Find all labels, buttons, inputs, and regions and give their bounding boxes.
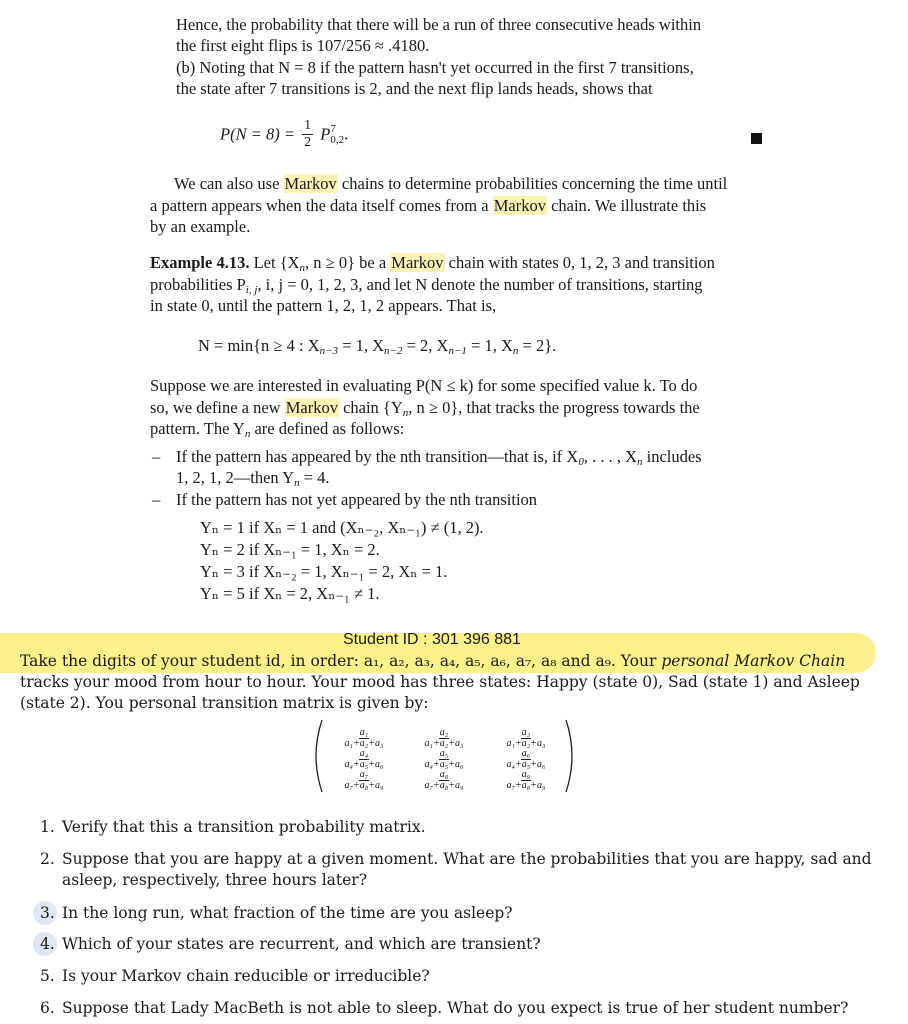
text-line: so, we define a new Markov chain {$Y_n$, n ≥ 0}, that tracks the progress towards the [150,398,700,419]
bullet-item: If the pattern has not yet appeared by the nth transition [176,490,538,509]
highlight-markov: Markov [493,196,546,215]
example-heading: Example 4.13. Let {$X_n$, n ≥ 0} be a Markov chain with states 0, 1, 2, 3 and transition [150,253,715,274]
question-number: 5. [40,967,55,985]
text-line: by an example. [150,217,251,236]
question-text: Suppose that you are happy at a given moment. What are the probabilities that you are happy, sad and [62,850,872,868]
equation-p-n-8: P(N = 8) = $\frac{1}{2}$ P 7 0,2 . [220,118,349,150]
text-line: Suppose we are interested in evaluating P(N ≤ k) for some specified value k. To do [150,376,698,395]
question-number: 4. [40,935,55,953]
matrix-denominator: a₁+a₂+a₃ [506,738,546,749]
text-line: the state after 7 transitions is 2, and the next flip lands heads, shows that [176,79,653,98]
text-line: We can also use Markov chains to determine probabilities concerning the time until [174,174,728,193]
matrix-denominator: a₇+a₈+a₉ [506,780,546,791]
matrix-numerator: a₆ [521,748,531,759]
left-paren-icon [308,718,324,794]
transition-matrix [308,718,580,794]
matrix-denominator: a₄+a₅+a₆ [506,759,546,770]
matrix-denominator: a₁+a₂+a₃ [344,738,384,749]
highlight-markov: Markov [285,398,338,417]
eq-denominator: 2 [304,135,312,150]
question-item [40,816,870,838]
question-item [40,997,870,1019]
question-item [40,965,870,987]
matrix-entry [488,764,564,791]
question-number: 3. [40,904,55,922]
matrix-denominator: a₁+a₂+a₃ [424,738,464,749]
matrix-numerator: a₄ [359,748,369,759]
text-line: pattern. The $Y_n$ are defined as follows: [150,419,405,440]
bullet-dash: – [152,447,161,466]
highlight-markov: Markov [391,253,444,272]
question-number: 2. [40,850,55,868]
right-paren-icon [564,718,580,794]
bullet-item-cont: 1, 2, 1, 2—then $Y_n = 4$. [176,468,330,489]
matrix-denominator: a₄+a₅+a₆ [424,759,464,770]
matrix-denominator: a₇+a₈+a₉ [344,780,384,791]
question-item [40,902,870,924]
y-definition: Yₙ = 2 if Xₙ₋₁ = 1, Xₙ = 2. [200,540,380,559]
question-number: 6. [40,999,55,1017]
highlight-markov: Markov [284,174,337,193]
text-line: a pattern appears when the data itself comes from a Markov chain. We illustrate this [150,196,707,215]
matrix-numerator: a₈ [439,769,449,780]
y-definition: Yₙ = 1 if Xₙ = 1 and (Xₙ₋₂, Xₙ₋₁) ≠ (1, 2). [200,518,484,537]
y-definition: Yₙ = 3 if Xₙ₋₂ = 1, Xₙ₋₁ = 2, Xₙ = 1. [200,562,448,581]
matrix-numerator: a₁ [359,727,369,738]
matrix-denominator: a₇+a₈+a₉ [424,780,464,791]
text-line: the first eight flips is 107/256 ≈ .4180. [176,36,430,55]
y-definition: Yₙ = 5 if Xₙ = 2, Xₙ₋₁ ≠ 1. [200,584,380,603]
question-text: In the long run, what fraction of the time are you asleep? [62,904,513,922]
matrix-entry [326,764,402,791]
matrix-entry [406,764,482,791]
question-text: Which of your states are recurrent, and which are transient? [62,935,541,953]
text-line: probabilities $P_{i, j}$, i, j = 0, 1, 2, 3, and let N denote the number of transitions, starting [150,275,703,296]
question-text-cont: asleep, respectively, three hours later? [62,871,368,889]
question-number: 1. [40,818,55,836]
text-line: in state 0, until the pattern 1, 2, 1, 2 appears. That is, [150,296,497,315]
matrix-numerator: a₂ [439,727,449,738]
matrix-numerator: a₃ [521,727,531,738]
matrix-numerator: a₇ [359,769,369,780]
matrix-numerator: a₅ [439,748,449,759]
qed-square-icon [751,133,762,144]
eq-numerator: 1 [304,118,312,133]
student-id-label: Student ID : 301 396 881 [343,631,521,648]
intro-line: Take the digits of your student id, in order: a₁, a₂, a₃, a₄, a₅, a₆, a₇, a₈ and a₉. Your personal Markov Chain [20,652,846,670]
intro-line: (state 2). You personal transition matrix is given by: [20,694,429,712]
text-line: Hence, the probability that there will be a run of three consecutive heads within [176,15,702,34]
equation-n-min: N = min{n ≥ 4 : $X_{n-3} = 1$, $X_{n-2} = 2$, $X_{n-1} = 1$, $X_n = 2$}. [198,336,557,357]
matrix-denominator: a₄+a₅+a₆ [344,759,384,770]
bullet-item: If the pattern has appeared by the nth transition—that is, if $X_0$, . . . , $X_n$ includes [176,447,702,468]
question-item [40,933,870,955]
question-text: Suppose that Lady MacBeth is not able to sleep. What do you expect is true of her student number? [62,999,849,1017]
matrix-numerator: a₉ [521,769,531,780]
bullet-dash: – [152,490,161,509]
text-line: (b) Noting that N = 8 if the pattern hasn't yet occurred in the first 7 transitions, [176,58,694,77]
question-text: Is your Markov chain reducible or irreducible? [62,967,430,985]
intro-line: tracks your mood from hour to hour. Your mood has three states: Happy (state 0), Sad (state 1) and Asleep [20,673,860,691]
question-item [40,848,870,870]
question-text: Verify that this a transition probability matrix. [62,818,426,836]
